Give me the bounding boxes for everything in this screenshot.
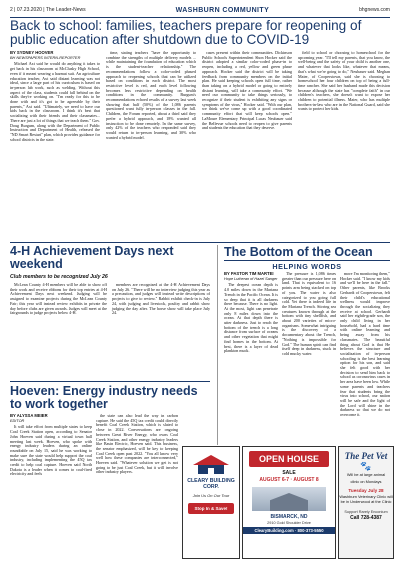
bottom-text-3: more I'm monitoring them," Hocker said. "I know my kids and we'll be here in the fall." Other parents, like Brooks Gerhardt of Cooperstown, felt their child's educational wellness would improve through the socializing they receive at school. Gerhardt said her eighth-grade son, the only child living in her household, had a hard time with online learning and being away from his classmates. The beautiful thing about God is that He believes the structure and socialization of in-person schooling is the best learning option for his son, and said she felt good with her decision to send him back to school as coronavirus cases in her area have been low. While some parents and teachers fear that students bring the virus into school, our nation will be safe and the light of the Lord will shine in the darkness so that we do not overcome it. — [340, 271, 390, 418]
page-header — [10, 4, 390, 16]
fourh-col-2 — [112, 283, 210, 379]
fourh-subhead: Club members to be recognized July 26 — [10, 274, 108, 280]
bottom-col-3 — [340, 272, 390, 442]
helping-words-kicker: HELPING WORDS — [272, 262, 342, 271]
pet-vet-phone: Call 728-4387 — [350, 514, 382, 521]
main-story-text-1: Michael Axt said he would do anything it takes to get back in his classroom at McClusky High School, even if it meant wearing a hazmat suit. An agriculture education teacher, Axt said distant learning was not ideal, since a large part of his curriculum is based on in-person lab work, such as welding. Without this aspect of the class, students could fall behind on the skills they're working on. "I'm ready for this to be done with and it's got to be agreeable by their parents," Axt said. "Ultimately, we need to have our kids back in the classroom. I think it's best that socializing with their friends and their classmates... There are just a lot of things that we teach them." Gov. Doug Burgum, along with the Department of Public Instruction and Department of Health, released the "ND Smart Restart" plan, which provides guidance for school districts in the state. — [10, 61, 100, 142]
hoeven-byline: BY ALYSSA MEIER — [10, 413, 48, 418]
main-story-text-4: field to school or choosing to homeschool for the upcoming year. "I'll tell my parents, that you know, the well-being and the safety of your child is another one, and whatever that looks like, whatever that means, that's what we're going to do," Neubauer said. Meghan Maier, of Cooperstown, said she is choosing to homeschool her four children on top of being a full-time rancher. She said her husband made this decision because although the state has "complete faith" in our children's teachers, she doesn't want to expose her children to potential illness. Maier, who has multiple brothers-in-law who are in the National Guard, said she wants to protect her kids. — [298, 50, 390, 112]
website: bhgnews.com — [359, 7, 390, 13]
fourh-rule — [10, 381, 210, 382]
cleary-building-ad[interactable] — [182, 446, 240, 559]
bottom-byline-sub: Hope Lutheran of Hazel Sanger — [224, 276, 278, 281]
page-info: 2 | 07.23.2020 | The Leader-News — [10, 7, 86, 13]
bottom-text-1: The deepest ocean depth is 4.0 miles down in the Mariana Trench in the Pacific Ocean. It is so deep that it is all darkness there because. There is no light. At the most, light can penetrate only 8 miles down into the ocean. At that depth there is utter darkness. Just to reach the bottom of the trench is a long distance from surface of oceans and other vegetation that might find homes in the bottom. At best, there is a layer of dead plankton muck. — [224, 282, 278, 354]
pet-vet-support: Support Rarely Enconium — [344, 509, 388, 514]
open-house-title: OPEN HOUSE — [249, 451, 329, 467]
fourh-text-2: members are recognized at the 4-H Achievement Days on July 26. "There will be no interview judging this year as a precaution, and judges will instead write descriptions of projects to give to review." Rabbit exhibit check-in is July 24, with judging and livestock, poultry and rabbit show judging the day after. The horse show will take place July 24. — [112, 282, 210, 316]
helping-rule — [224, 260, 390, 261]
divider-rule — [10, 242, 390, 243]
pet-vet-clinic: Washburn Veterinary Clinic will be in Underwood at the Clinic — [339, 494, 393, 504]
fourh-col-1 — [10, 283, 107, 379]
main-byline: BY SYDNEY HOOVER — [10, 50, 54, 55]
building-photo — [252, 487, 326, 511]
open-house-url: ClearyBuilding.com · 800-373-5550 — [243, 527, 335, 534]
main-story-text-3: cases present within their communities. Dickinson Public Schools Superintendent Shon Hocker said the district adopted a similar color-coded phase-in to reopen, including a red, yellow and green phase approach. Hocker said the district will be taking feedback from community members on the initial plan. He said keeping schools open full time, rather than taking on a hybrid model or going to entirely distant learning, will take a community effort. "We need our community to take things seriously, to recognize if their student is exhibiting any signs or symptoms of the virus," Hocker said. "With our plan, we think we've come up with a good coordinated community effort that will keep schools open." LaMoure Elementary Principal Lucas Neubauer said the Bellevue schools need to reopen to give parents and students the education that they deserve. — [202, 50, 292, 131]
pet-vet-ad[interactable] — [338, 446, 394, 559]
main-story-col-3 — [202, 51, 292, 239]
bottom-headline: The Bottom of the Ocean — [224, 245, 373, 259]
open-house-city: BISMARCK, ND — [270, 514, 308, 520]
bottom-col-1 — [224, 272, 278, 442]
main-story-col-1 — [10, 51, 100, 239]
fourh-text-1: McLean County 4-H members will be able to show off their work and receive ribbons for their top entries at 4-H Achievement Days next weekend. Judging will be assigned to examine projects during the McLean County Fair; this year will instead review exhibits in private the day before clubs are given awards. Judges will meet at the fairgrounds to judge projects below 4-H. — [10, 282, 107, 316]
bottom-text-2: The pressure is 1,086 times greater than our pressure here on land. That is equivalent to 16 points arm being stacked on top of you. The water is also categorized to you going full cold. Yet there is indeed life in the Mariana Trench. Stirring sea creatures known through at the bottom with tiny shellfish, and about 200 varieties of micro-organisms. Somewhat intriguing is the discovery of a documentary about the Trench, "Nothing is impossible for God." The human spirit can find itself deep in darkness, stuck in cold mucky water. — [282, 271, 336, 356]
main-headline: Back to school: families, teachers prepare for reopening of public education after shutdown due to COVID-19 — [10, 18, 362, 47]
cleary-logo-icon — [183, 453, 239, 475]
main-story-text-2: time, stating teachers "have the opportunity to combine the strengths of multiple delivery models ... while maintaining the foundation of education which is the student-teacher relationship." The recommendations follow a color-coded phased approach to reopening schools that can be utilized based on conditions in each district. The most restrictive level is red, and each level following becomes less restrictive depending on health conditions in the community. Burgum's recommendations echoed results of a survey last week showing that half (50%) of the 1,086 parents questioned want fully in-person classes in the fall. Children, the Forum reported, about a third said they prefer a hybrid approach, and 18% wanted all instruction to be done remotely. In the same survey, only 42% of the teachers who responded said they would return to in-person learning, and 30% who wanted a hybrid model. — [106, 50, 196, 140]
fourh-headline: 4-H Achievement Days next weekend — [10, 244, 174, 271]
open-house-ad[interactable] — [242, 446, 336, 559]
paw-icon: 🐾 — [360, 461, 372, 471]
bottom-byline: BY PASTOR TIM MARTEI — [224, 271, 274, 276]
main-story-col-4 — [298, 51, 390, 239]
pet-vet-line-2: clinic on Mondays — [350, 478, 382, 484]
cleary-brand: CLEARY BUILDING CORP. — [187, 478, 235, 490]
cleary-tagline: Join Us On Our Tour — [192, 493, 230, 498]
main-story-col-2 — [106, 51, 196, 239]
pet-vet-line-1: Will be at large animal — [346, 472, 386, 477]
bottom-col-2 — [282, 272, 336, 442]
hoeven-text-2: the state can also lead the way in carbon capture. He said the 45Q tax credit could directly benefit Coal Creek Station, which is slated to close in 2022. Conversations are ongoing between Great River Energy, who owns Coal Creek Station, and other energy industry leaders like Basin Electric, Hoeven said. This business, the senator emphasized, will be key to keeping Coal Creek open past 2022. "You all know very well how these companies are interconnected," Hoeven said. "Whatever solution we get is not going to be just Coal Creek, but it will involve other industry players. — [96, 413, 178, 475]
open-house-sale: SALE — [282, 470, 296, 476]
main-byline-title: BH NEWSPAPERS INTERN-REPORTER — [10, 55, 81, 60]
column-divider — [217, 245, 218, 445]
ad-area — [182, 446, 394, 562]
open-house-address: 2910 Gold Shoulder Drive — [267, 521, 311, 525]
pet-vet-day: Tuesday July 28 — [348, 488, 384, 494]
pet-vet-name: The Pet Vet — [344, 451, 388, 461]
hoeven-headline: Hoeven: Energy industry needs to work together — [10, 384, 198, 411]
hoeven-col-2 — [96, 413, 178, 475]
section-title: WASHBURN COMMUNITY — [175, 6, 270, 14]
open-house-dates: AUGUST 6-7 · AUGUST 8 — [259, 477, 319, 483]
hoeven-byline-title: EDITOR — [10, 418, 25, 423]
hoeven-col-1 — [10, 414, 92, 564]
cleary-cta: Stop In & Save! — [188, 503, 234, 514]
hoeven-text-1: It will take effort from multiple states to keep Coal Creek Station open, according to Senator John Hoeven said during a virtual town hall meeting last week. Hoeven, who spoke with energy industry leaders during an online roundtable on July 15, said he was working to make sure the state would help support the coal industry, including implementing the 45Q tax credit to help coal capture. Hoeven said North Dakota is a leader when it comes to coal-fired electricity and feels — [10, 424, 92, 477]
